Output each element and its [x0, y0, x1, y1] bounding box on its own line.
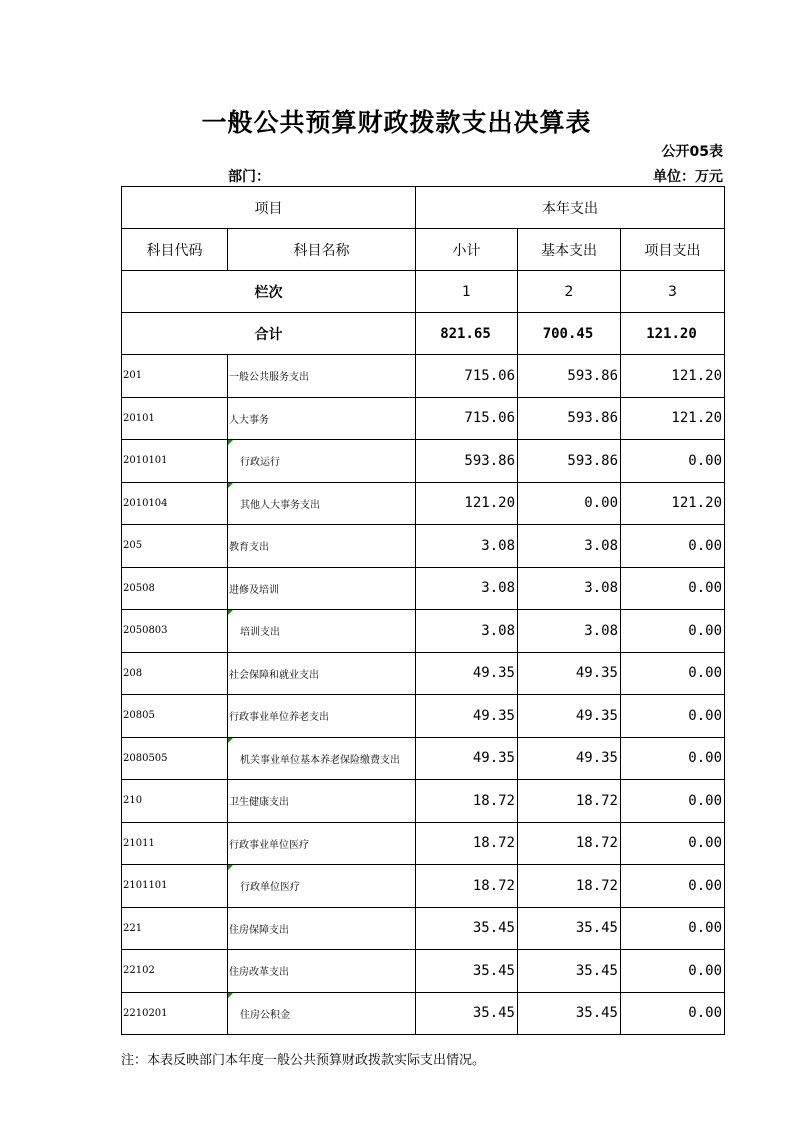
- column-3: 3: [621, 271, 725, 313]
- column-number-label: 栏次: [122, 271, 416, 313]
- row-name: 人大事务: [228, 397, 416, 440]
- row-name: 一般公共服务支出: [228, 355, 416, 398]
- header-project: 项目: [122, 187, 416, 229]
- row-project: 121.20: [621, 355, 725, 398]
- row-subtotal: 35.45: [416, 950, 518, 993]
- row-name: [228, 737, 416, 780]
- cell-comment-marker-icon: [228, 993, 233, 998]
- row-subtotal: 35.45: [416, 907, 518, 950]
- row-subtotal: 3.08: [416, 567, 518, 610]
- row-basic: 35.45: [518, 907, 621, 950]
- row-project: 0.00: [621, 525, 725, 568]
- row-project: 0.00: [621, 610, 725, 653]
- row-code: 2010101: [122, 440, 228, 483]
- row-name: 社会保障和就业支出: [228, 652, 416, 695]
- row-basic: 0.00: [518, 482, 621, 525]
- row-code: 2101101: [122, 865, 228, 908]
- row-subtotal: 49.35: [416, 652, 518, 695]
- table-row: [122, 950, 725, 993]
- row-basic: 49.35: [518, 695, 621, 738]
- row-basic: 3.08: [518, 610, 621, 653]
- row-name: [228, 865, 416, 908]
- row-project: 0.00: [621, 950, 725, 993]
- row-code: 208: [122, 652, 228, 695]
- form-number: 公开05表: [661, 144, 723, 160]
- table-row: [122, 525, 725, 568]
- row-basic: 35.45: [518, 992, 621, 1035]
- row-name: 教育支出: [228, 525, 416, 568]
- row-name: [228, 440, 416, 483]
- row-code: 20508: [122, 567, 228, 610]
- row-project: 0.00: [621, 780, 725, 823]
- row-code: 20101: [122, 397, 228, 440]
- row-code: 210: [122, 780, 228, 823]
- total-project: 121.20: [621, 313, 725, 355]
- row-name: 住房保障支出: [228, 907, 416, 950]
- cell-comment-marker-icon: [228, 440, 233, 445]
- row-subtotal: 715.06: [416, 355, 518, 398]
- footnote: 注：本表反映部门本年度一般公共预算财政拨款实际支出情况。: [121, 1053, 486, 1068]
- total-label: 合计: [122, 313, 416, 355]
- row-project: 0.00: [621, 907, 725, 950]
- row-name: 卫生健康支出: [228, 780, 416, 823]
- row-basic: 49.35: [518, 737, 621, 780]
- row-project: 0.00: [621, 440, 725, 483]
- table-row: [122, 737, 725, 780]
- row-basic: 49.35: [518, 652, 621, 695]
- row-project: 121.20: [621, 397, 725, 440]
- cell-comment-marker-icon: [228, 738, 233, 743]
- row-subtotal: 3.08: [416, 610, 518, 653]
- row-basic: 18.72: [518, 780, 621, 823]
- row-project: 0.00: [621, 652, 725, 695]
- row-project: 0.00: [621, 822, 725, 865]
- row-basic: 3.08: [518, 567, 621, 610]
- page-title: 一般公共预算财政拨款支出决算表: [201, 108, 592, 137]
- row-name-text: 行政运行: [240, 457, 280, 469]
- row-code: 2050803: [122, 610, 228, 653]
- row-subtotal: 593.86: [416, 440, 518, 483]
- row-project: 0.00: [621, 737, 725, 780]
- row-name: 进修及培训: [228, 567, 416, 610]
- row-project: 0.00: [621, 695, 725, 738]
- row-subtotal: 49.35: [416, 695, 518, 738]
- row-project: 0.00: [621, 567, 725, 610]
- cell-comment-marker-icon: [228, 865, 233, 870]
- header-name: 科目名称: [228, 229, 416, 271]
- row-subtotal: 715.06: [416, 397, 518, 440]
- row-name-text: 培训支出: [240, 627, 280, 639]
- table-row: [122, 482, 725, 525]
- row-code: 22102: [122, 950, 228, 993]
- row-name-text: 其他人大事务支出: [240, 499, 320, 511]
- row-name-text: 机关事业单位基本养老保险缴费支出: [240, 754, 400, 766]
- row-basic: 35.45: [518, 950, 621, 993]
- table-row: [122, 567, 725, 610]
- row-subtotal: 121.20: [416, 482, 518, 525]
- table-row: [122, 652, 725, 695]
- total-basic: 700.45: [518, 313, 621, 355]
- row-basic: 18.72: [518, 865, 621, 908]
- table-row: [122, 695, 725, 738]
- cell-comment-marker-icon: [228, 610, 233, 615]
- row-basic: 593.86: [518, 355, 621, 398]
- row-subtotal: 35.45: [416, 992, 518, 1035]
- row-basic: 593.86: [518, 440, 621, 483]
- row-basic: 18.72: [518, 822, 621, 865]
- header-basic: 基本支出: [518, 229, 621, 271]
- total-subtotal: 821.65: [416, 313, 518, 355]
- unit-label: 单位：万元: [653, 169, 723, 185]
- row-project: 0.00: [621, 992, 725, 1035]
- table-row: [122, 822, 725, 865]
- table-row: [122, 440, 725, 483]
- table-row: [122, 780, 725, 823]
- row-name: [228, 482, 416, 525]
- row-code: 221: [122, 907, 228, 950]
- row-name: 住房改革支出: [228, 950, 416, 993]
- row-basic: 593.86: [518, 397, 621, 440]
- row-subtotal: 18.72: [416, 780, 518, 823]
- row-code: 20805: [122, 695, 228, 738]
- row-subtotal: 18.72: [416, 865, 518, 908]
- row-name-text: 行政单位医疗: [240, 882, 300, 894]
- table-row: [122, 992, 725, 1035]
- row-code: 2080505: [122, 737, 228, 780]
- header-subtotal: 小计: [416, 229, 518, 271]
- table-row: [122, 610, 725, 653]
- row-code: 201: [122, 355, 228, 398]
- row-code: 2010104: [122, 482, 228, 525]
- row-name: [228, 610, 416, 653]
- row-code: 21011: [122, 822, 228, 865]
- row-name: [228, 992, 416, 1035]
- row-subtotal: 3.08: [416, 525, 518, 568]
- column-2: 2: [518, 271, 621, 313]
- row-code: 205: [122, 525, 228, 568]
- table-row: [122, 865, 725, 908]
- header-current-year-expense: 本年支出: [416, 187, 725, 229]
- row-basic: 3.08: [518, 525, 621, 568]
- row-subtotal: 18.72: [416, 822, 518, 865]
- table-row: [122, 397, 725, 440]
- column-1: 1: [416, 271, 518, 313]
- expenditure-table: [121, 186, 725, 1035]
- row-subtotal: 49.35: [416, 737, 518, 780]
- header-project-expense: 项目支出: [621, 229, 725, 271]
- table-row: [122, 355, 725, 398]
- table-row: [122, 907, 725, 950]
- row-name: 行政事业单位养老支出: [228, 695, 416, 738]
- row-name-text: 住房公积金: [240, 1009, 290, 1021]
- department-label: 部门：: [228, 169, 270, 185]
- row-project: 0.00: [621, 865, 725, 908]
- row-code: 2210201: [122, 992, 228, 1035]
- cell-comment-marker-icon: [228, 483, 233, 488]
- row-project: 121.20: [621, 482, 725, 525]
- row-name: 行政事业单位医疗: [228, 822, 416, 865]
- header-code: 科目代码: [122, 229, 228, 271]
